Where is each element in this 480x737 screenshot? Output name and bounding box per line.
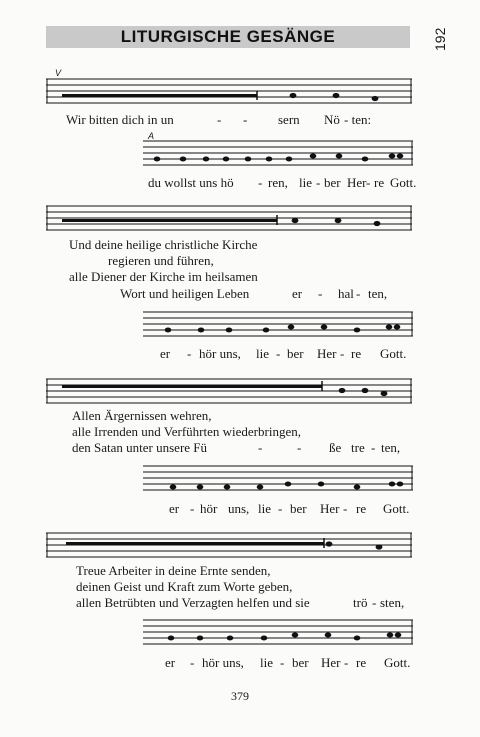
response-syllable: Gott. <box>390 175 417 190</box>
response-syllable: - <box>344 655 349 670</box>
note <box>333 93 340 98</box>
verse-syllable: ten, <box>381 440 401 455</box>
verse-text: allen Betrübten und Verzagten helfen und sie <box>76 595 310 610</box>
page-tab-number: 192 <box>432 27 448 51</box>
note <box>376 544 383 549</box>
verse-syllable: - <box>371 440 376 455</box>
verse-text: alle Diener der Kirche im heilsamen <box>69 269 258 284</box>
note <box>374 221 381 226</box>
response-syllable: hör <box>200 501 218 516</box>
response-syllable: uns, <box>228 501 250 516</box>
staff-response-4 <box>143 619 413 645</box>
recitation-tone <box>62 94 257 97</box>
staff-verse-4 <box>46 532 412 558</box>
verse-text: deinen Geist und Kraft zum Worte geben, <box>76 579 293 594</box>
response-syllable: - <box>187 346 192 361</box>
note <box>326 541 333 546</box>
response-syllable: - <box>278 501 283 516</box>
verse-text: Wort und heiligen Leben <box>120 286 250 301</box>
staff-verse-1 <box>46 78 412 104</box>
response-syllable: ber <box>292 655 309 670</box>
note <box>290 93 297 98</box>
response-syllable: hör uns, <box>199 346 241 361</box>
response-syllable: re <box>374 175 385 190</box>
staff-response-1 <box>143 140 413 166</box>
recitation-tone <box>62 219 277 222</box>
response-syllable: Her <box>347 175 367 190</box>
response-syllable: ber <box>290 501 307 516</box>
response-syllable: - <box>190 655 195 670</box>
verse-syllable: - <box>217 112 222 127</box>
response-syllable: hör uns, <box>202 655 244 670</box>
staff-response-3 <box>143 465 413 491</box>
verse-syllable: ten, <box>368 286 388 301</box>
verse-text: alle Irrenden und Verführten wiederbringen, <box>72 424 301 439</box>
verse-syllable: hal <box>338 286 354 301</box>
response-syllable: ber <box>287 346 304 361</box>
response-syllable: Gott. <box>383 501 410 516</box>
verse-syllable: sern <box>278 112 300 127</box>
verse-syllable: trö <box>353 595 368 610</box>
response-syllable: re <box>356 501 367 516</box>
response-syllable: - <box>190 501 195 516</box>
response-syllable: Gott. <box>384 655 411 670</box>
verse-text: regieren und führen, <box>108 253 214 268</box>
response-syllable: Her <box>317 346 337 361</box>
verse-syllable: - <box>297 440 302 455</box>
response-syllable: lie <box>299 175 312 190</box>
response-syllable: er <box>165 655 176 670</box>
response-syllable: Gott. <box>380 346 407 361</box>
staff-verse-3 <box>46 378 412 404</box>
response-syllable: - <box>343 501 348 516</box>
verse-text: Allen Ärgernissen wehren, <box>72 408 212 423</box>
verse-syllable: Nö <box>324 112 340 127</box>
verse-text: Und deine heilige christliche Kirche <box>69 237 258 252</box>
verse-syllable: - ten: <box>344 112 372 127</box>
response-syllable: Her <box>320 501 340 516</box>
response-syllable: er <box>169 501 180 516</box>
response-syllable: lie <box>260 655 273 670</box>
note <box>381 391 388 396</box>
page-number: 379 <box>231 689 249 703</box>
staff-verse-2 <box>46 205 412 231</box>
response-syllable: er <box>160 346 171 361</box>
response-syllable: - <box>340 346 345 361</box>
verse-syllable: ße <box>329 440 342 455</box>
response-syllable: - <box>316 175 321 190</box>
response-mark: A <box>148 131 155 141</box>
page-tab <box>431 22 449 62</box>
verse-text: Treue Arbeiter in deine Ernte senden, <box>76 563 271 578</box>
note <box>339 388 346 393</box>
response-syllable: ber <box>324 175 341 190</box>
verse-syllable: - <box>258 440 263 455</box>
note <box>362 388 369 393</box>
response-syllable: lie <box>258 501 271 516</box>
response-syllable: re <box>351 346 362 361</box>
response-syllable: - <box>276 346 281 361</box>
note <box>292 218 299 223</box>
response-syllable: - <box>280 655 285 670</box>
verse-syllable: - <box>243 112 248 127</box>
response-text: du wollst uns hö <box>148 175 234 190</box>
verse-syllable: er <box>292 286 303 301</box>
response-syllable: ren, <box>268 175 288 190</box>
staff-response-2 <box>143 311 413 337</box>
versicle-mark: V <box>55 68 62 78</box>
page-title: LITURGISCHE GESÄNGE <box>120 27 336 46</box>
verse-text: Wir bitten dich in un <box>66 112 174 127</box>
verse-syllable: tre <box>351 440 365 455</box>
verse-syllable: - <box>356 286 361 301</box>
verse-syllable: - <box>372 595 377 610</box>
recitation-tone <box>62 385 322 388</box>
note <box>335 218 342 223</box>
response-syllable: lie <box>256 346 269 361</box>
verse-syllable: - <box>318 286 323 301</box>
recitation-tone <box>66 542 324 545</box>
verse-text: den Satan unter unsere Fü <box>72 440 208 455</box>
response-syllable: - <box>258 175 263 190</box>
response-syllable: - <box>366 175 371 190</box>
verse-syllable: sten, <box>380 595 405 610</box>
note <box>372 96 379 101</box>
response-syllable: re <box>356 655 367 670</box>
response-syllable: Her <box>321 655 341 670</box>
